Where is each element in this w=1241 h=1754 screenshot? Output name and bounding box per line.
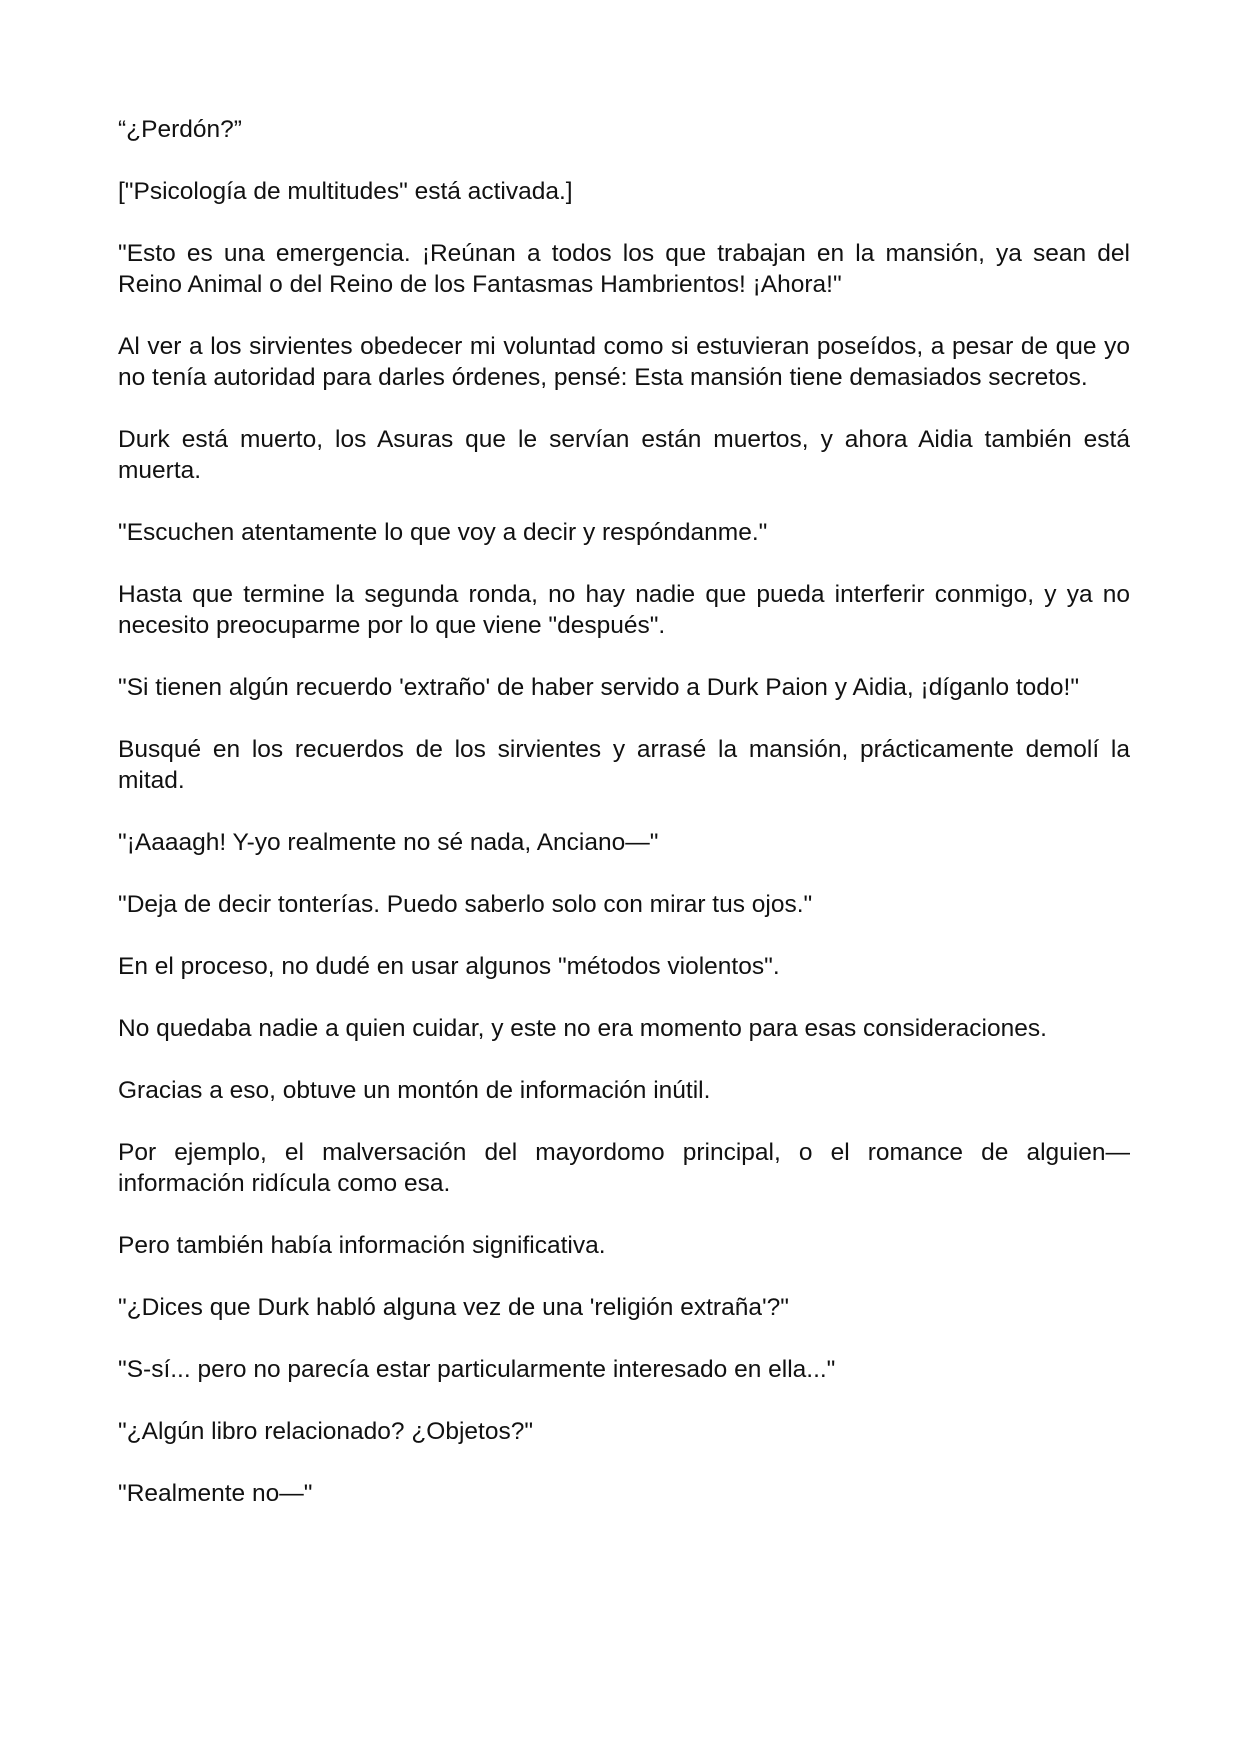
paragraph: "Si tienen algún recuerdo 'extraño' de haber servido a Durk Paion y Aidia, ¡díganlo todo!" xyxy=(118,674,1080,701)
paragraph: Al ver a los sirvientes obedecer mi voluntad como si estuvieran poseídos, a pesar de que yo no tenía autoridad para darles órdenes, pensé: Esta mansión tiene demasiados secretos. xyxy=(118,333,1130,391)
paragraph: "Realmente no—" xyxy=(118,1480,313,1507)
paragraph: "Esto es una emergencia. ¡Reúnan a todos los que trabajan en la mansión, ya sean del Reino Animal o del Reino de los Fantasmas Hambrientos! ¡Ahora!" xyxy=(118,240,1130,298)
paragraph: "S-sí... pero no parecía estar particularmente interesado en ella..." xyxy=(118,1356,836,1383)
paragraph: En el proceso, no dudé en usar algunos "métodos violentos". xyxy=(118,953,780,980)
paragraph: Gracias a eso, obtuve un montón de información inútil. xyxy=(118,1077,711,1104)
paragraph: Hasta que termine la segunda ronda, no hay nadie que pueda interferir conmigo, y ya no necesito preocuparme por lo que viene "después". xyxy=(118,581,1130,639)
paragraph: Pero también había información significativa. xyxy=(118,1232,606,1259)
paragraph: ["Psicología de multitudes" está activada.] xyxy=(118,178,573,205)
paragraph: "Escuchen atentamente lo que voy a decir y respóndanme." xyxy=(118,519,768,546)
paragraph: “¿Perdón?” xyxy=(118,116,242,143)
paragraph: Durk está muerto, los Asuras que le servían están muertos, y ahora Aidia también está muerta. xyxy=(118,426,1130,484)
paragraph: Busqué en los recuerdos de los sirvientes y arrasé la mansión, prácticamente demolí la mitad. xyxy=(118,736,1130,794)
paragraph: "¡Aaaagh! Y-yo realmente no sé nada, Anciano—" xyxy=(118,829,659,856)
paragraph: "Deja de decir tonterías. Puedo saberlo solo con mirar tus ojos." xyxy=(118,891,813,918)
document-body xyxy=(118,114,1130,1540)
paragraph: "¿Algún libro relacionado? ¿Objetos?" xyxy=(118,1418,534,1445)
paragraph: Por ejemplo, el malversación del mayordomo principal, o el romance de alguien—información ridícula como esa. xyxy=(118,1139,1130,1197)
paragraph: No quedaba nadie a quien cuidar, y este no era momento para esas consideraciones. xyxy=(118,1015,1047,1042)
paragraph: "¿Dices que Durk habló alguna vez de una 'religión extraña'?" xyxy=(118,1294,789,1321)
